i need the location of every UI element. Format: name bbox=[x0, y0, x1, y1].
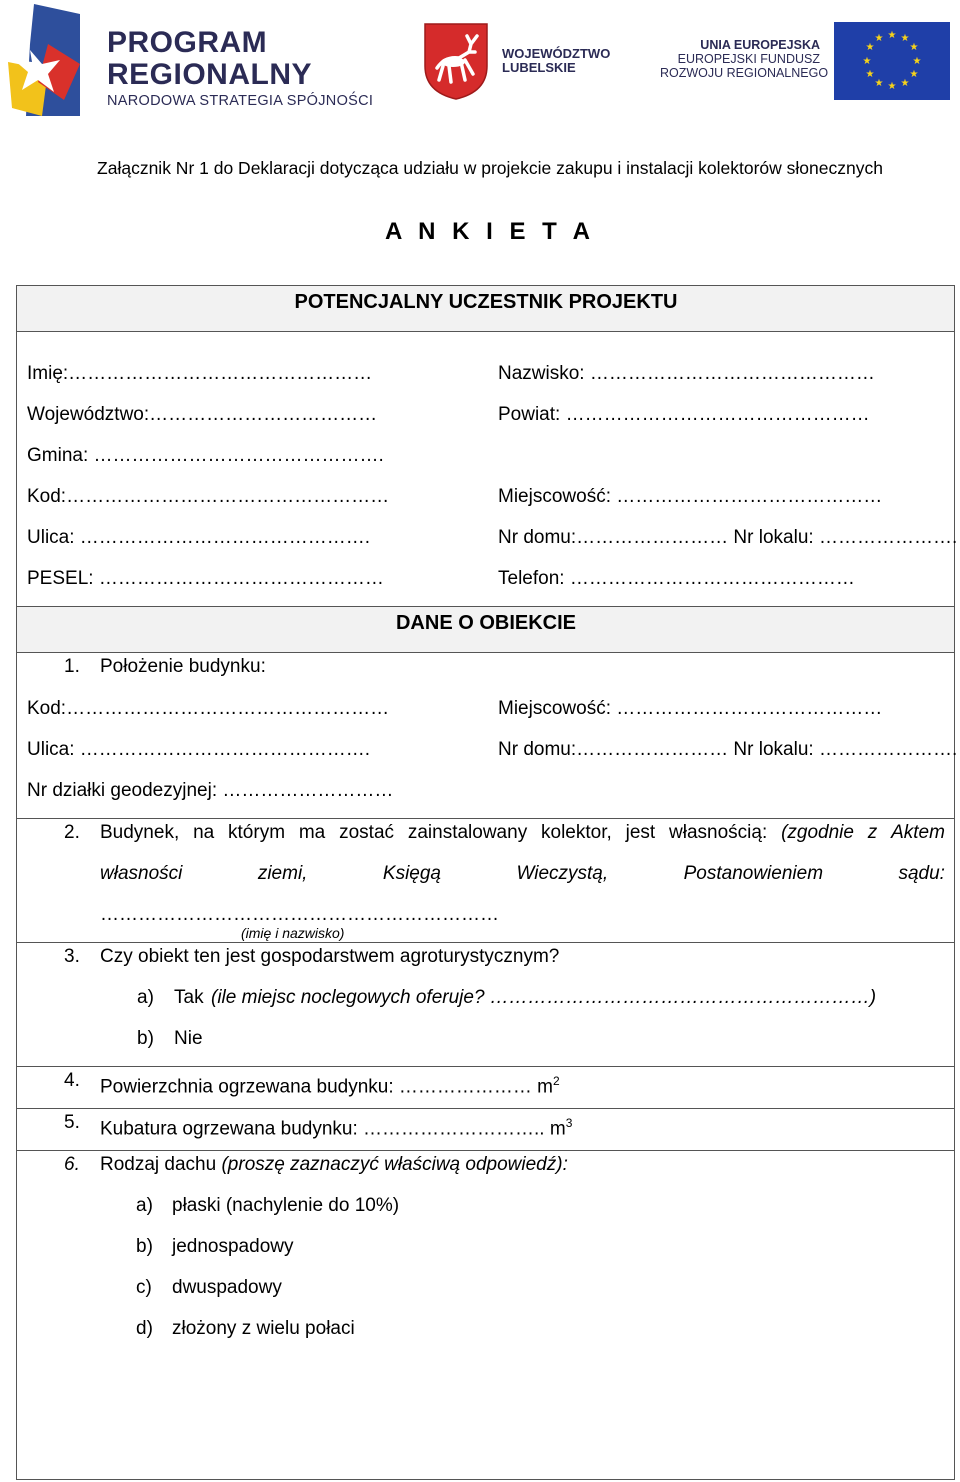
divider bbox=[16, 942, 955, 943]
parcel-number-field[interactable]: Nr działki geodezyjnej: ……………………… bbox=[27, 780, 394, 801]
heated-volume-text: Kubatura ogrzewana budynku: ……………………….. m bbox=[100, 1118, 566, 1140]
eu-text-line1: UNIA EUROPEJSKA bbox=[700, 38, 820, 52]
svg-text:★: ★ bbox=[900, 33, 910, 44]
question-2-italic-word: z bbox=[867, 822, 878, 843]
divider bbox=[16, 1066, 955, 1067]
heated-volume-field[interactable] bbox=[100, 1112, 572, 1140]
roof-option-flat[interactable]: płaski (nachylenie do 10%) bbox=[172, 1195, 400, 1216]
option-a-label: a) bbox=[137, 987, 154, 1008]
svg-text:★: ★ bbox=[912, 56, 922, 67]
heated-area-field[interactable] bbox=[100, 1070, 560, 1098]
region-name-line2: LUBELSKIE bbox=[502, 60, 576, 75]
question-2-line-1 bbox=[100, 822, 945, 844]
question-2-italic-word: (zgodnie bbox=[781, 822, 854, 843]
svg-text:★: ★ bbox=[909, 42, 919, 53]
attachment-title: Załącznik Nr 1 do Deklaracji dotycząca udziału w projekcie zakupu i instalacji kolektorów słonecznych bbox=[97, 158, 883, 178]
option-yes-detail-field[interactable]: (ile miejsc noclegowych oferuje? ……………………………………………………) bbox=[211, 987, 877, 1008]
option-b-label: b) bbox=[137, 1028, 154, 1049]
question-6-text bbox=[100, 1154, 568, 1176]
question-3-number: 3. bbox=[64, 946, 80, 967]
question-2-italic-word: własności bbox=[100, 863, 183, 884]
roof-option-c-label: c) bbox=[136, 1277, 152, 1298]
pesel-field[interactable]: PESEL: ……………………………………… bbox=[27, 568, 384, 589]
question-2-word: Budynek, bbox=[100, 822, 180, 843]
divider bbox=[16, 1150, 955, 1151]
svg-text:★: ★ bbox=[874, 33, 884, 44]
question-1-number: 1. bbox=[64, 656, 80, 677]
last-name-field[interactable]: Nazwisko: ……………………………………… bbox=[498, 363, 875, 384]
question-5-number: 5. bbox=[64, 1112, 80, 1133]
question-3-text: Czy obiekt ten jest gospodarstwem agroturystycznym? bbox=[100, 946, 560, 967]
eu-text-line3: ROZWOJU REGIONALNEGO bbox=[660, 66, 829, 80]
building-street-field[interactable]: Ulica: ………………………………………. bbox=[27, 739, 371, 760]
question-2-italic-word: sądu: bbox=[898, 863, 945, 884]
question-2-word: którym bbox=[228, 822, 286, 843]
question-2-word: zostać bbox=[339, 822, 395, 843]
building-locality-field[interactable]: Miejscowość: …………………………………… bbox=[498, 698, 883, 719]
building-postal-code-field[interactable]: Kod:…………………………………………… bbox=[27, 698, 390, 719]
locality-field[interactable]: Miejscowość: …………………………………… bbox=[498, 486, 883, 507]
question-2-word: ma bbox=[298, 822, 326, 843]
divider bbox=[16, 1108, 955, 1109]
svg-text:★: ★ bbox=[865, 69, 875, 80]
svg-text:★: ★ bbox=[887, 30, 897, 41]
divider bbox=[16, 818, 955, 819]
roof-option-gable[interactable]: dwuspadowy bbox=[172, 1277, 282, 1298]
owner-name-field[interactable]: ……………………………………………………… bbox=[100, 904, 499, 925]
question-2-italic-word: ziemi, bbox=[257, 863, 308, 884]
building-house-number-field[interactable]: Nr domu:…………………… Nr lokalu: …………………. bbox=[498, 739, 958, 760]
question-2-word: na bbox=[193, 822, 215, 843]
phone-field[interactable]: Telefon: ……………………………………… bbox=[498, 568, 855, 589]
program-logo-line2: REGIONALNY bbox=[107, 58, 313, 91]
program-regionalny-logo-icon bbox=[8, 4, 80, 116]
question-6-number: 6. bbox=[64, 1154, 80, 1175]
question-2-word: jest bbox=[625, 822, 656, 843]
house-number-field[interactable]: Nr domu:…………………… Nr lokalu: …………………. bbox=[498, 527, 958, 548]
option-yes[interactable]: Tak bbox=[174, 987, 204, 1008]
section-object-heading: DANE O OBIEKCIE bbox=[395, 612, 577, 634]
eu-flag-icon bbox=[834, 22, 950, 100]
question-2-italic-word: Księgą bbox=[382, 863, 442, 884]
question-2-line-2 bbox=[100, 863, 945, 885]
roof-option-b-label: b) bbox=[136, 1236, 153, 1257]
voivodeship-field[interactable]: Województwo:……………………………… bbox=[27, 404, 378, 425]
question-2-italic-word: Postanowieniem bbox=[683, 863, 824, 884]
option-no[interactable]: Nie bbox=[174, 1028, 203, 1049]
question-2-italic-word: Aktem bbox=[891, 822, 945, 843]
question-2-word: kolektor, bbox=[541, 822, 612, 843]
section-participant-heading: POTENCJALNY UCZESTNIK PROJEKTU bbox=[294, 291, 678, 313]
question-2-italic-word: Wieczystą, bbox=[516, 863, 609, 884]
roof-option-single-pitch[interactable]: jednospadowy bbox=[172, 1236, 294, 1257]
square-superscript: 2 bbox=[553, 1074, 560, 1088]
first-name-field[interactable]: Imię:………………………………………… bbox=[27, 363, 373, 384]
question-6-instruction: (proszę zaznaczyć właściwą odpowiedź): bbox=[221, 1154, 568, 1175]
roof-option-multi-slope[interactable]: złożony z wielu połaci bbox=[172, 1318, 355, 1339]
question-2-number: 2. bbox=[64, 822, 80, 843]
svg-text:★: ★ bbox=[900, 78, 910, 89]
street-field[interactable]: Ulica: ………………………………………. bbox=[27, 527, 371, 548]
question-2-word: zainstalowany bbox=[407, 822, 528, 843]
eu-text-line2: EUROPEJSKI FUNDUSZ bbox=[677, 52, 820, 66]
question-2-word: własnością: bbox=[669, 822, 768, 843]
cube-superscript: 3 bbox=[565, 1116, 573, 1130]
svg-text:★: ★ bbox=[887, 81, 897, 92]
svg-text:★: ★ bbox=[865, 42, 875, 53]
postal-code-field[interactable]: Kod:…………………………………………… bbox=[27, 486, 390, 507]
region-name-line1: WOJEWÓDZTWO bbox=[502, 46, 611, 61]
owner-name-hint: (imię i nazwisko) bbox=[241, 925, 345, 941]
svg-text:★: ★ bbox=[862, 56, 872, 67]
question-6-label: Rodzaj dachu bbox=[100, 1154, 217, 1175]
svg-text:★: ★ bbox=[874, 78, 884, 89]
divider bbox=[16, 652, 955, 653]
form-title: A N K I E T A bbox=[385, 218, 595, 245]
question-4-number: 4. bbox=[64, 1070, 80, 1091]
lubelskie-crest-icon bbox=[423, 22, 489, 100]
commune-field[interactable]: Gmina: ………………………………………. bbox=[27, 445, 384, 466]
divider bbox=[16, 331, 955, 332]
svg-text:★: ★ bbox=[909, 69, 919, 80]
program-logo-line3: NARODOWA STRATEGIA SPÓJNOŚCI bbox=[107, 93, 374, 109]
roof-option-d-label: d) bbox=[136, 1318, 153, 1339]
roof-option-a-label: a) bbox=[136, 1195, 153, 1216]
question-1-text: Położenie budynku: bbox=[100, 656, 266, 677]
county-field[interactable]: Powiat: ………………………………………… bbox=[498, 404, 870, 425]
heated-area-text: Powierzchnia ogrzewana budynku: ………………… m bbox=[100, 1076, 554, 1098]
program-logo-line1: PROGRAM bbox=[107, 26, 268, 59]
